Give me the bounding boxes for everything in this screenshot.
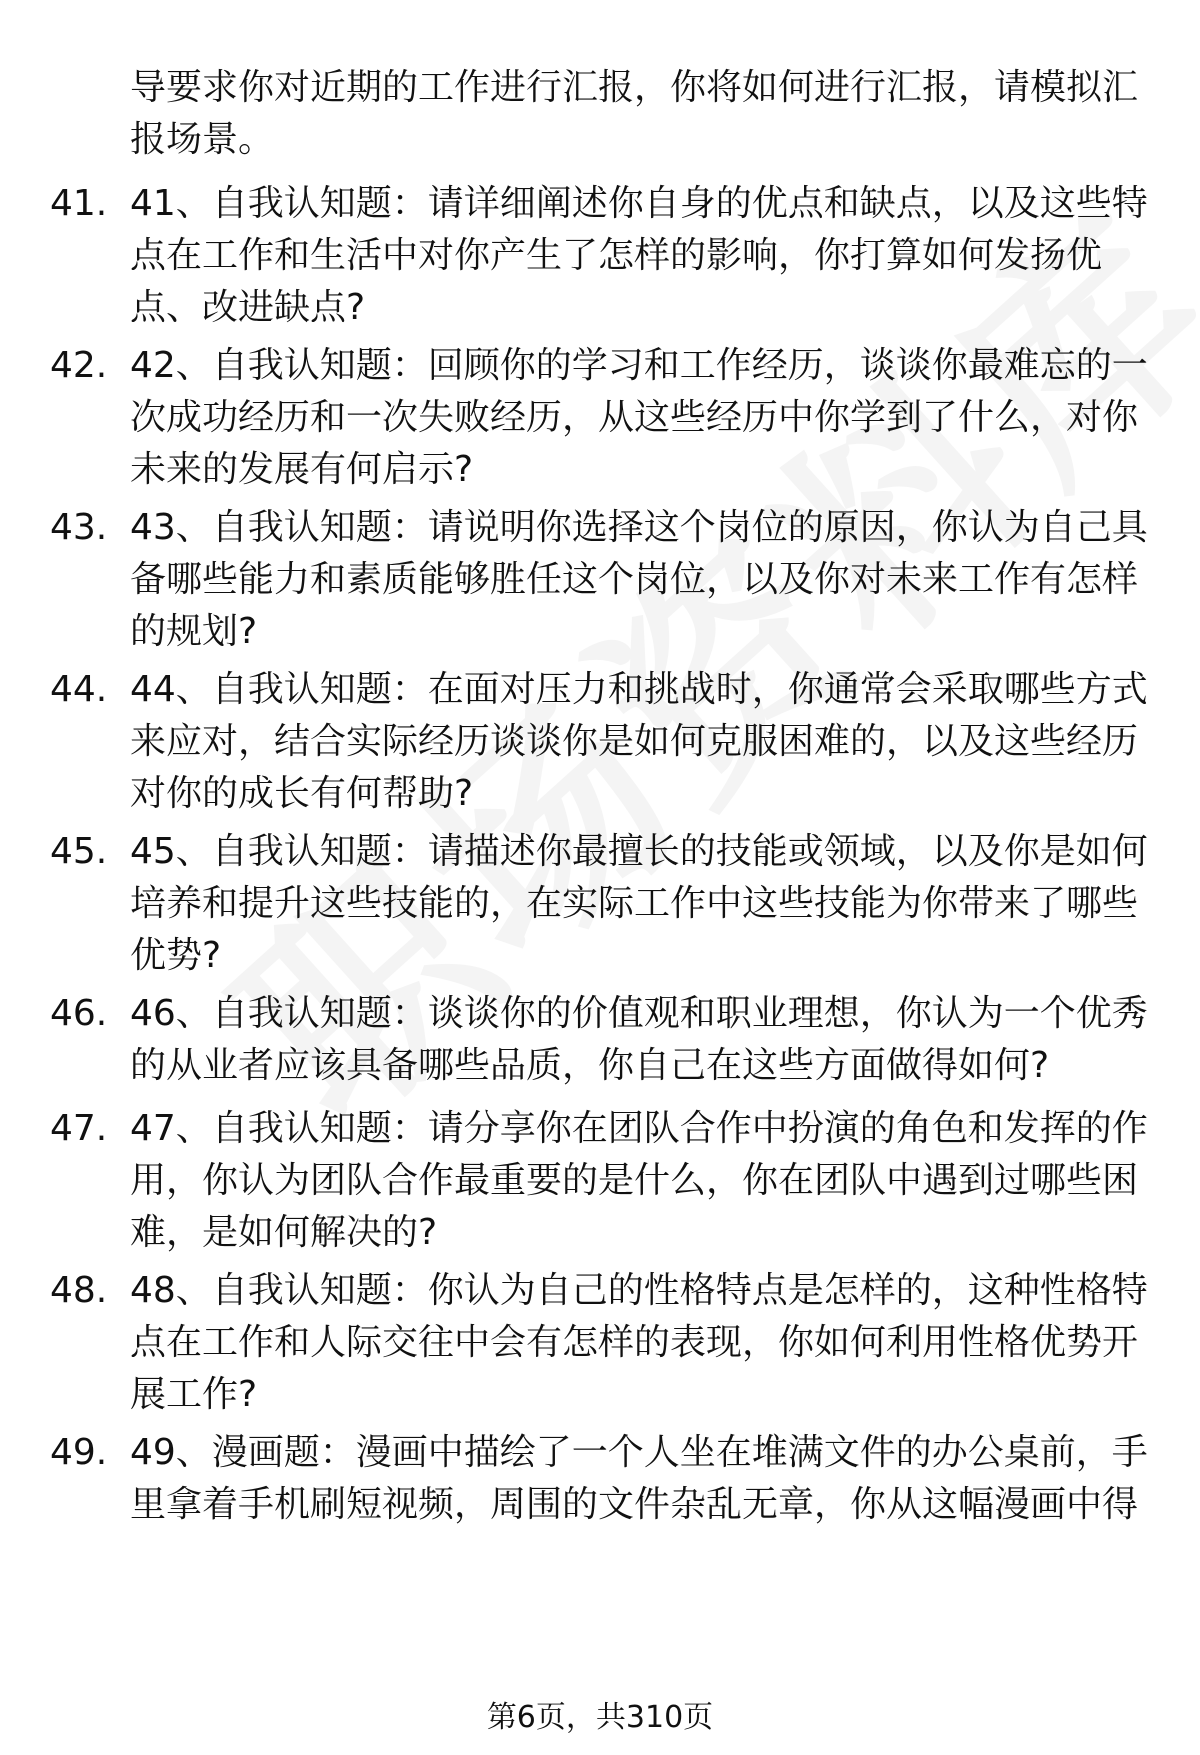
item-number: 48. <box>50 1270 108 1311</box>
item-number: 42. <box>50 345 108 386</box>
item-text: 45、自我认知题：请描述你最擅长的技能或领域，以及你是如何培养和提升这些技能的，在实际工作中这些技能为你带来了哪些优势? <box>130 831 1148 976</box>
item-text: 43、自我认知题：请说明你选择这个岗位的原因，你认为自己具备哪些能力和素质能够胜任这个岗位，以及你对未来工作有怎样的规划? <box>130 507 1148 652</box>
page-number: 第6页，共310页 <box>486 1700 714 1735</box>
item-text: 49、漫画题：漫画中描绘了一个人坐在堆满文件的办公桌前，手里拿着手机刷短视频，周围的文件杂乱无章，你从这幅漫画中得 <box>130 1432 1148 1525</box>
item-number: 44. <box>50 669 108 710</box>
item-text: 48、自我认知题：你认为自己的性格特点是怎样的，这种性格特点在工作和人际交往中会有怎样的表现，你如何利用性格优势开展工作? <box>130 1270 1148 1415</box>
item-text: 47、自我认知题：请分享你在团队合作中扮演的角色和发挥的作用，你认为团队合作最重要的是什么，你在团队中遇到过哪些困难，是如何解决的? <box>130 1108 1148 1253</box>
item-text: 44、自我认知题：在面对压力和挑战时，你通常会采取哪些方式来应对，结合实际经历谈谈你是如何克服困难的，以及这些经历对你的成长有何帮助? <box>130 669 1148 814</box>
item-text: 46、自我认知题：谈谈你的价值观和职业理想，你认为一个优秀的从业者应该具备哪些品质，你自己在这些方面做得如何? <box>130 993 1148 1086</box>
item-number: 43. <box>50 507 108 548</box>
item-number: 46. <box>50 993 108 1034</box>
continuation-text: 导要求你对近期的工作进行汇报，你将如何进行汇报，请模拟汇报场景。 <box>130 67 1139 160</box>
item-text: 41、自我认知题：请详细阐述你自身的优点和缺点，以及这些特点在工作和生活中对你产生了怎样的影响，你打算如何发扬优点、改进缺点? <box>130 183 1148 328</box>
item-number: 47. <box>50 1108 108 1149</box>
item-number: 49. <box>50 1432 108 1473</box>
item-number: 41. <box>50 183 108 224</box>
item-text: 42、自我认知题：回顾你的学习和工作经历，谈谈你最难忘的一次成功经历和一次失败经历，从这些经历中你学到了什么，对你未来的发展有何启示? <box>130 345 1148 490</box>
item-number: 45. <box>50 831 108 872</box>
